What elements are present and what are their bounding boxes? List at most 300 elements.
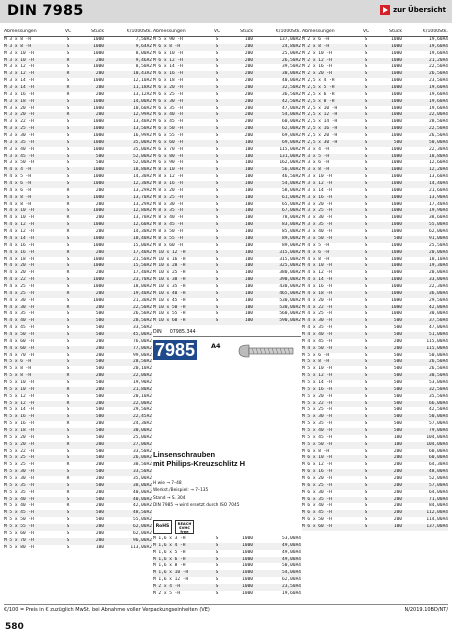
cell-dimension: M 4 x 18 -H: [4, 256, 34, 262]
cell-qty: 1000: [242, 590, 253, 596]
cell-price: 60,00A4: [429, 455, 448, 461]
cell-price: 37,50A4: [429, 318, 448, 324]
cell-dimension: M 5 x 30 -H: [302, 414, 332, 420]
product-info-box: [153, 330, 301, 535]
cell-dimension: M 4 x 6 -H: [4, 187, 32, 193]
cell-qty: 200: [95, 229, 104, 235]
cell-qty: 500: [95, 427, 104, 433]
cell-vc: S: [364, 235, 368, 241]
cell-qty: 1000: [391, 133, 402, 139]
table-row: [4, 407, 152, 414]
cell-vc: S: [364, 290, 368, 296]
cell-vc: S: [215, 133, 219, 139]
cell-vc: S: [66, 160, 70, 166]
cell-dimension: M 5 x 35 -H: [302, 421, 332, 427]
cell-dimension: M 5 x 25 -H: [302, 407, 332, 413]
cell-vc: S: [364, 345, 368, 351]
cell-dimension: M 3 x 14 -H: [302, 187, 332, 193]
cell-dimension: M 3 x 10 -H: [4, 50, 34, 56]
cell-dimension: M 1,6 x 12 -H: [153, 577, 189, 583]
cell-dimension: M 1,6 x 10 -H: [153, 570, 189, 576]
cell-vc: S: [364, 503, 368, 509]
cell-price: 35,00A2: [133, 139, 152, 145]
header-price: €/1000Stk.: [276, 29, 301, 34]
cell-vc: S: [364, 427, 368, 433]
table-row: [153, 543, 301, 550]
certification-badges: [153, 520, 194, 534]
cell-price: 21,80A2: [133, 386, 152, 392]
cell-price: 83,00A2: [282, 222, 301, 228]
table-row: [302, 401, 448, 408]
cell-dimension: M 3 x 45 -H: [4, 153, 34, 159]
cell-qty: 200: [244, 98, 253, 104]
table-row: [4, 64, 152, 71]
cell-price: 78,00A2: [282, 215, 301, 221]
cell-price: 21,60A4: [429, 187, 448, 193]
cell-vc: S: [364, 400, 368, 406]
cell-dimension: M 8 x 10 -H: [153, 167, 183, 173]
cell-price: 85,00A2: [282, 229, 301, 235]
cell-dimension: M 5 x 6 -H: [4, 359, 32, 365]
table-row: [4, 401, 152, 408]
cell-qty: 100: [244, 181, 253, 187]
table-row: [4, 92, 152, 99]
cell-dimension: M 4 x 12 -H: [302, 270, 332, 276]
cell-price: 42,00A2: [133, 503, 152, 509]
cell-qty: 200: [95, 304, 104, 310]
cell-vc: R: [66, 57, 70, 63]
info-line[interactable]: Werkst./Beispiel: → 7–135: [153, 488, 209, 494]
cell-vc: S: [215, 229, 219, 235]
cell-price: 42,00A4: [429, 304, 448, 310]
cell-qty: 100: [244, 235, 253, 241]
cell-qty: 200: [393, 489, 402, 495]
cell-price: 38,60A4: [429, 215, 448, 221]
cell-price: 84,00A4: [429, 503, 448, 509]
cell-price: 30,50A2: [133, 462, 152, 468]
cell-qty: 500: [393, 393, 402, 399]
cell-price: 89,00A2: [282, 242, 301, 248]
cell-price: 62,00A2: [133, 530, 152, 536]
cell-vc: S: [215, 194, 219, 200]
table-row: [4, 291, 152, 298]
cell-vc: R: [66, 489, 70, 495]
cell-vc: S: [66, 469, 70, 475]
footer-note: €/100 = Preis in € zuzüglich MwSt. bei Abnahme voller Verpackungseinheiten (VE): [4, 607, 210, 613]
cell-dimension: M 6 x 25 -H: [153, 91, 183, 97]
table-row: [4, 510, 152, 517]
cell-vc: S: [66, 50, 70, 56]
cell-vc: S: [215, 64, 219, 70]
cell-qty: 1000: [93, 43, 104, 49]
cell-qty: 200: [244, 133, 253, 139]
cell-dimension: M 5 x 45 -H: [4, 510, 34, 516]
cell-vc: S: [364, 201, 368, 207]
cell-price: 77,00A2: [133, 345, 152, 351]
cell-qty: 500: [95, 469, 104, 475]
overview-link[interactable]: [380, 5, 446, 15]
cell-dimension: M 4 x 50 -H: [4, 331, 34, 337]
cell-vc: S: [364, 181, 368, 187]
table-row: [302, 58, 448, 65]
cell-dimension: M 5 x 55 -H: [4, 524, 34, 530]
table-row: [153, 71, 301, 78]
cell-qty: 200: [244, 71, 253, 77]
info-line[interactable]: Stand → S. 304: [153, 495, 186, 501]
cell-qty: 500: [95, 366, 104, 372]
cell-qty: 200: [244, 112, 253, 118]
cell-qty: 1000: [242, 549, 253, 555]
cell-qty: 100: [244, 311, 253, 317]
table-row: [153, 58, 301, 65]
cell-dimension: M 6 x 20 -H: [302, 476, 332, 481]
table-row: [302, 236, 448, 243]
cell-dimension: M 2,5 x 30 -H: [302, 139, 338, 145]
table-row: [4, 133, 152, 140]
cell-vc: S: [364, 43, 368, 49]
cell-price: 115,00A4: [426, 345, 448, 351]
cell-price: 50,00A4: [429, 352, 448, 358]
cell-vc: S: [66, 414, 70, 420]
table-row: [4, 229, 152, 236]
cell-qty: 1000: [242, 570, 253, 576]
table-row: [302, 64, 448, 71]
table-row: [4, 517, 152, 524]
cell-dimension: M 5 x 40 -H: [4, 496, 34, 502]
cell-price: 112,00A4: [426, 510, 448, 516]
cell-price: 65,00A2: [282, 201, 301, 207]
cell-vc: S: [66, 496, 70, 502]
cell-qty: 100: [393, 434, 402, 440]
header-dimensions: Abmessungen: [4, 29, 37, 34]
cell-dimension: M 5 x 50 -H: [302, 441, 332, 447]
table-row: [302, 277, 448, 284]
cell-dimension: M 2,5 x 16 -H: [302, 126, 338, 132]
cell-dimension: M 2 x 10 -H: [302, 50, 332, 56]
table-row: [153, 284, 301, 291]
table-row: [4, 483, 152, 490]
table-row: [4, 78, 152, 85]
table-row: [153, 591, 301, 598]
cell-dimension: M 5 x 22 -H: [302, 400, 332, 406]
table-row: [302, 517, 448, 524]
cell-vc: S: [66, 297, 70, 303]
table-row: [302, 346, 448, 353]
cell-dimension: M 3 x 18 -H: [4, 98, 34, 104]
table-row: [4, 119, 152, 126]
info-line[interactable]: H wie → 7–48: [153, 481, 182, 486]
cell-qty: 100: [244, 242, 253, 248]
cell-qty: 100: [244, 139, 253, 145]
cell-price: 12,30A2: [133, 181, 152, 187]
cell-vc: R: [66, 441, 70, 447]
table-row: [4, 435, 152, 442]
cell-qty: 200: [393, 455, 402, 461]
table-row: [302, 119, 448, 126]
cell-qty: 500: [393, 373, 402, 379]
cell-dimension: M 4 x 25 -H: [302, 311, 332, 317]
cell-qty: 1000: [391, 174, 402, 180]
cell-price: 131,00A2: [279, 153, 301, 159]
cell-price: 30,00A2: [282, 71, 301, 77]
cell-dimension: M 4 x 6 -H: [302, 249, 330, 255]
cell-vc: S: [364, 167, 368, 173]
table-row: [302, 215, 448, 222]
cell-qty: 500: [393, 318, 402, 324]
cell-vc: S: [66, 78, 70, 84]
cell-dimension: M 4 x 10 -H: [4, 215, 34, 221]
din-label: DIN: [153, 330, 162, 335]
cell-qty: 100: [244, 270, 253, 276]
table-row: [4, 346, 152, 353]
cell-price: 22,50A2: [133, 304, 152, 310]
cell-vc: S: [66, 434, 70, 440]
cell-dimension: M 6 x 12 -H: [153, 57, 183, 63]
cell-dimension: M 4 x 16 -H: [302, 283, 332, 289]
cell-dimension: M 3 x 50 -H: [4, 160, 34, 166]
cell-price: 22,30A4: [429, 146, 448, 152]
cell-qty: 1000: [391, 201, 402, 207]
table-row: [4, 531, 152, 538]
cell-price: 18,40A2: [133, 235, 152, 241]
cell-qty: 200: [95, 249, 104, 255]
table-row: [302, 353, 448, 360]
cell-dimension: M 6 x 20 -H: [153, 85, 183, 91]
table-column-1: [4, 27, 152, 551]
cell-price: 11,18A2: [133, 85, 152, 91]
cell-dimension: M 4 x 22 -H: [4, 277, 34, 283]
cell-vc: S: [364, 421, 368, 427]
cell-vc: S: [364, 318, 368, 324]
cell-dimension: M 2,5 x 10 -H: [302, 105, 338, 111]
cell-price: 27,00A2: [133, 441, 152, 447]
cell-qty: 1000: [93, 146, 104, 152]
cell-qty: 1000: [93, 194, 104, 200]
cell-price: 46,50A2: [282, 174, 301, 180]
cell-dimension: M 10 x 55 -H: [153, 311, 186, 317]
cell-dimension: M 5 x 14 -H: [302, 379, 332, 385]
cell-price: 20,10A2: [133, 393, 152, 399]
cell-qty: 200: [393, 476, 402, 481]
cell-qty: 1000: [391, 311, 402, 317]
cell-vc: S: [364, 187, 368, 193]
cell-vc: S: [215, 85, 219, 91]
reach-badge: REACH SVHC free: [175, 520, 194, 534]
table-row: [4, 455, 152, 462]
table-header: [4, 27, 152, 37]
cell-dimension: M 2,5 x 4 -H: [302, 78, 335, 84]
cell-dimension: M 4 x 4 -H: [4, 167, 32, 173]
cell-qty: 200: [393, 345, 402, 351]
cell-vc: S: [66, 379, 70, 385]
table-row: [302, 78, 448, 85]
cell-dimension: M 3 x 35 -H: [302, 222, 332, 228]
cell-price: 19,60A4: [429, 85, 448, 91]
cell-price: 22,00A2: [133, 373, 152, 379]
table-row: [302, 250, 448, 257]
product-name-line1: Linsenschrauben: [153, 450, 216, 459]
cell-price: 137,00A2: [279, 37, 301, 42]
cell-vc: S: [215, 201, 219, 207]
cell-price: 24,30A2: [133, 421, 152, 427]
cell-qty: 100: [393, 441, 402, 447]
cell-price: 53,00A4: [282, 536, 301, 541]
cell-qty: 1000: [391, 222, 402, 228]
table-row: [153, 195, 301, 202]
cell-dimension: M 3 x 5 -H: [302, 153, 330, 159]
table-row: [4, 373, 152, 380]
cell-price: 14,40A4: [429, 181, 448, 187]
cell-price: 69,00A2: [282, 139, 301, 145]
arrow-right-icon: [380, 5, 390, 15]
table-row: [302, 510, 448, 517]
cell-dimension: M 4 x 40 -H: [302, 331, 332, 337]
cell-qty: 500: [95, 393, 104, 399]
cell-dimension: M 4 x 40 -H: [4, 318, 34, 324]
cell-vc: S: [364, 476, 368, 481]
cell-vc: S: [66, 126, 70, 132]
cell-price: 62,00A4: [429, 229, 448, 235]
table-row: [153, 584, 301, 591]
cell-vc: R: [66, 91, 70, 97]
cell-price: 55,00A4: [429, 222, 448, 228]
cell-vc: S: [364, 263, 368, 269]
table-row: [4, 167, 152, 174]
cell-qty: 500: [393, 421, 402, 427]
cell-qty: 500: [95, 482, 104, 488]
cell-vc: S: [364, 277, 368, 283]
cell-price: 26,50A2: [282, 57, 301, 63]
cell-dimension: M 3 x 16 -H: [302, 194, 332, 200]
cell-qty: 200: [244, 43, 253, 49]
cell-qty: 500: [393, 427, 402, 433]
table-row: [153, 37, 301, 44]
table-row: [302, 188, 448, 195]
cell-dimension: M 5 x 10 -H: [4, 379, 34, 385]
cell-price: 22,30A4: [429, 283, 448, 289]
cell-qty: 500: [95, 407, 104, 413]
table-row: [153, 291, 301, 298]
cell-dimension: M 5 x 40 -H: [4, 503, 34, 509]
cell-vc: S: [364, 78, 368, 84]
table-row: [153, 229, 301, 236]
cell-price: 52,00A2: [133, 160, 152, 166]
cell-dimension: M 4 x 12 -H: [4, 222, 34, 228]
table-row: [153, 270, 301, 277]
table-row: [4, 236, 152, 243]
header-vc: VC: [362, 29, 370, 34]
table-row: [4, 428, 152, 435]
cell-qty: 1000: [391, 85, 402, 91]
cell-vc: S: [364, 414, 368, 420]
header-qty: Stück: [91, 29, 104, 34]
table-row: [4, 58, 152, 65]
cell-price: 33,50A2: [133, 469, 152, 475]
cell-dimension: M 5 x 22 -H: [4, 448, 34, 454]
table-row: [302, 339, 448, 346]
table-row: [302, 305, 448, 312]
cell-dimension: M 5 x 14 -H: [4, 407, 34, 413]
cell-qty: 1000: [391, 277, 402, 283]
cell-qty: 100: [244, 167, 253, 173]
table-row: [4, 311, 152, 318]
table-row: [153, 126, 301, 133]
cell-qty: 500: [95, 455, 104, 461]
table-row: [153, 536, 301, 543]
cell-vc: S: [364, 160, 368, 166]
cell-dimension: M 3 x 20 -H: [4, 105, 34, 111]
cell-qty: 1000: [391, 98, 402, 104]
cell-vc: S: [364, 379, 368, 385]
cell-dimension: M 4 x 8 -H: [4, 194, 32, 200]
cell-vc: S: [364, 119, 368, 125]
cell-price: 23,50A4: [282, 584, 301, 590]
cell-vc: S: [364, 71, 368, 77]
cell-qty: 1000: [391, 290, 402, 296]
table-row: [302, 476, 448, 483]
table-row: [302, 524, 448, 531]
cell-qty: 1000: [93, 283, 104, 289]
table-row: [302, 298, 448, 305]
table-row: [4, 318, 152, 325]
cell-qty: 1000: [93, 222, 104, 228]
cell-vc: S: [364, 462, 368, 468]
cell-dimension: M 8 x 20 -H: [153, 187, 183, 193]
cell-qty: 500: [95, 510, 104, 516]
cell-price: 19,90A4: [429, 208, 448, 214]
table-row: [153, 140, 301, 147]
cell-qty: 1000: [242, 542, 253, 548]
cell-vc: R: [66, 229, 70, 235]
cell-dimension: M 6 x 25 -H: [302, 482, 332, 488]
cell-qty: 200: [95, 373, 104, 379]
cell-dimension: M 4 x 12 -H: [4, 229, 34, 235]
cell-vc: R: [66, 386, 70, 392]
cell-qty: 1000: [391, 119, 402, 125]
cell-price: 15,50A2: [133, 263, 152, 269]
cell-qty: 200: [95, 85, 104, 91]
cell-price: 24,80A2: [282, 43, 301, 49]
cell-qty: 200: [95, 71, 104, 77]
cell-vc: S: [364, 215, 368, 221]
table-row: [4, 188, 152, 195]
table-row: [4, 394, 152, 401]
cell-price: 18,00A2: [133, 283, 152, 289]
cell-price: 99,00A2: [133, 352, 152, 358]
cell-dimension: M 3 x 12 -H: [4, 64, 34, 70]
table-row: [302, 311, 448, 318]
cell-dimension: M 10 x 50 -H: [153, 304, 186, 310]
cell-dimension: M 5 x 12 -H: [4, 400, 34, 406]
cell-dimension: M 4 x 20 -H: [4, 270, 34, 276]
table-row: [302, 270, 448, 277]
table-row: [302, 462, 448, 469]
cell-price: 66,00A4: [429, 400, 448, 406]
cell-price: 7,50A2: [135, 37, 152, 42]
cell-qty: 1000: [391, 126, 402, 132]
cell-dimension: M 3 x 8 -H: [302, 167, 330, 173]
cell-qty: 1000: [93, 37, 104, 42]
cell-vc: S: [364, 98, 368, 104]
cell-qty: 100: [244, 174, 253, 180]
cell-dimension: M 3 x 12 -H: [4, 71, 34, 77]
cell-price: 58,00A2: [282, 187, 301, 193]
cell-qty: 200: [95, 270, 104, 276]
cell-qty: 100: [244, 153, 253, 159]
cell-dimension: M 6 x 30 -H: [153, 98, 183, 104]
cell-dimension: M 2 x 8 -H: [302, 43, 330, 49]
cell-qty: 1000: [93, 78, 104, 84]
